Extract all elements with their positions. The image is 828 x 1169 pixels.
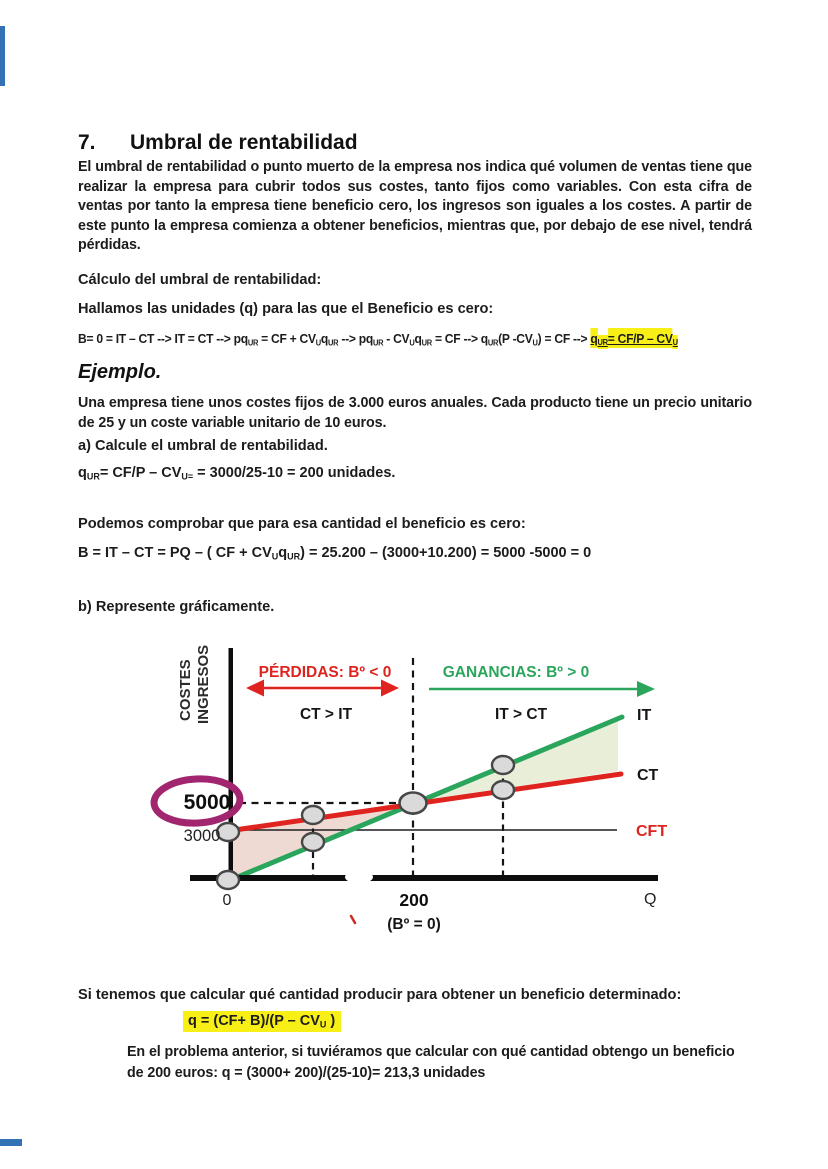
section-number: 7. [78,131,96,154]
calc-subheading: Hallamos las unidades (q) para las que el Beneficio es cero: [78,301,494,317]
losses-arrowhead-right [381,680,399,697]
check-heading: Podemos comprobar que para esa cantidad el beneficio es cero: [78,516,526,532]
x-tick-200: 200 [399,890,429,910]
breakeven-point [400,793,427,814]
y-axis-label-costes: COSTES [177,659,194,721]
y-tick-5000: 5000 [183,791,231,814]
ct-q300-point [492,781,514,799]
ct-line-label: CT [637,767,659,784]
part-a-heading: a) Calcule el umbral de rentabilidad. [78,438,328,454]
losses-arrowhead-left [246,680,264,697]
x-axis [190,875,658,881]
it-line-label: IT [637,707,652,724]
page-border-accent-bottom-left [0,1139,22,1146]
gains-zone-sublabel: IT > CT [494,706,548,723]
losses-zone-sublabel: CT > IT [299,706,353,723]
breakeven-derivation-formula: B= 0 = IT – CT --> IT = CT --> $pq_{UR}$ = CF + $CV_Uq_{UR}$ --> $pq_{UR} - CV_Uq_{UR}$ = CF --> $q_{UR}(P$ $-CV_U$) = CF --> $q_{UR}= CF/P - CV_U$ [78,331,678,346]
y-axis [229,648,234,884]
final-note: En el problema anterior, si tuviéramos que calcular con qué cantidad obtengo un beneficio de 200 euros: q = (3000+ 200)/(25-10)= 213,3 unidades [127,1044,735,1081]
cft-line-label: CFT [636,823,668,840]
breakeven-note: (Bº = 0) [387,916,441,933]
x-tick-0: 0 [222,892,232,909]
part-b-heading: b) Represente gráficamente. [78,599,275,615]
correction-smudge [345,871,373,884]
example-statement: Una empresa tiene unos costes fijos de 3.000 euros anuales. Cada producto tiene un precio unitario de 25 y un coste variable unitario de 10 euros. [78,395,752,431]
y-axis-label-ingresos: INGRESOS [195,645,212,724]
page-border-accent-top-left [0,26,5,86]
closing-statement: Si tenemos que calcular qué cantidad producir para obtener un beneficio determinado: [78,987,682,1003]
check-formula: B = IT – CT = PQ – ( CF + $CV_Uq_{UR}) = 25.200 - (3000+10.200) = 5000$ -5000 = 0 [78,545,592,562]
it-q300-point [492,756,514,774]
example-heading: Ejemplo. [78,361,162,383]
q-axis-label: Q [644,891,657,908]
profit-quantity-formula-highlight: $q = (CF+ B)/(P - CV_U$ ) [183,1011,341,1032]
it-q100-point [302,833,324,851]
gains-arrowhead-right [637,681,655,697]
part-a-formula: $q_{UR}= CF/P - CV_{U=} = 3000/25-10 = 200$ unidades. [78,465,396,482]
ct-q100-point [302,806,324,824]
gains-zone-title: GANANCIAS: Bº > 0 [442,664,590,681]
profit-quantity-formula [183,1011,341,1032]
breakeven-chart [140,645,680,945]
losses-zone-title: PÉRDIDAS: Bº < 0 [258,664,392,681]
section-title [78,131,358,155]
calc-heading: Cálculo del umbral de rentabilidad: [78,272,322,288]
correction-smudge-bump [360,868,369,877]
y-tick-3000: 3000 [183,827,221,845]
section-title-text: Umbral de rentabilidad [130,131,358,154]
red-pen-mark [351,916,355,923]
origin-point [217,871,239,889]
intro-paragraph: El umbral de rentabilidad o punto muerto de la empresa nos indica qué volumen de ventas tiene que realizar la empresa para cubrir todos sus costes, tanto fijos como variables. Con esta cifra de ventas por tanto la empresa tiene beneficio cero, los ingresos son iguales a los costes. A partir de este punto la empresa comienza a obtener beneficios, mientras que, por debajo de ese nivel, tendrá pérdidas. [78,159,752,253]
